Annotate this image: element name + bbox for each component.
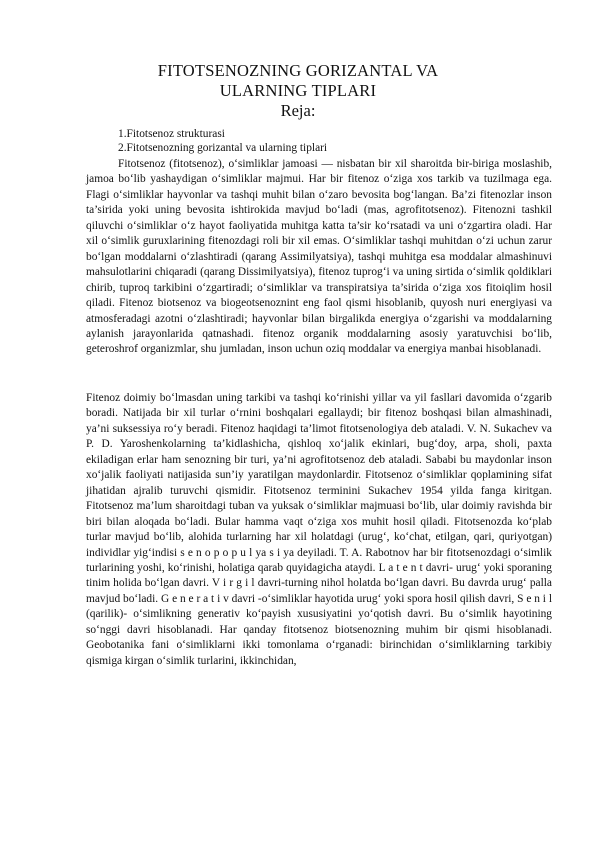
- body-paragraph-2: Fitenoz doimiy bo‘lmasdan uning tarkibi va tashqi ko‘rinishi yillar va yil fasllari davomida o‘zgarib boradi. Natijada bir xil turlar o‘rnini boshqalari egallaydi; bir fitenoz boshqasi bilan almashinadi, ya’ni suksessiya ro‘y beradi. Fitenoz haqidagi ta’limot fitotsenologiya deb ataladi. V. N. Sukachev va P. D. Yaroshenkolarning ta’kidlashicha, qishloq xo‘jalik ekinlari, bug‘doy, arpa, sholi, paxta ekiladigan erlar ham senozning bir turi, ya’ni agrofitotsenoz deb ataladi. Sababi bu maydonlar inson xo‘jalik faoliyati natijasida sun’iy yaratilgan maydonlardir. Fitotsenoz o‘simliklar qoplamining sifat jihatidan ajralib turuvchi qismidir. Fitotsenoz terminini Sukachev 1954 yilda fanga kiritgan. Fitotsenoz ma’lum sharoitdagi tuban va yuksak o‘simliklar majmuasi bo‘lib, ular doimiy ravishda bir biri bilan aloqada bo‘ladi. Bular hamma vaqt o‘ziga xos muhit hosil qiladi. Fitotsenozda ko‘plab turlar mavjud bo‘lib, alohida turlarning har xil holatdagi (urug‘, ko‘chat, etilgan, qari, quriyotgan) individlar yig‘indisi s e n o p o p u l ya s i ya deyiladi. T. A. Rabotnov har bir fitotsenozdagi o‘simlik turlarining yoshi, ko‘rinishi, holatiga qarab quyidagicha ataydi. L a t e n t davri- urug‘ yoki sporaning tinim holida bo‘lgan davri. V i r g i l davri-turning nihol holatda bo‘lgan davri. Bu davrda urug‘ palla mavjud bo‘ladi. G e n e r a t i v davri -o‘simliklar hayotida urug‘ yoki spora hosil qilish davri, S e n i l (qarilik)- o‘simlikning generativ ko‘payish xususiyatini yo‘qotish davri. Bu o‘simlik hayotining so‘nggi davri hisoblanadi. Har qanday fitotsenoz biotsenozning muhim bir qismi hisoblanadi. Geobotanika fani o‘simliklarni ikki tomonlama o‘rganadi: birinchidan o‘simliklarning tarkibiy qismiga kirgan o‘simlik turlarini, ikkinchidan,: [86, 392, 552, 667]
- document-title-line-2: ULARNING TIPLARI: [219, 81, 377, 100]
- body-paragraph-1: Fitotsenoz (fitotsenoz), o‘simliklar jamoasi — nisbatan bir xil sharoitda bir-biriga moslashib, jamoa bo‘lib yashaydigan o‘simliklar majmui. Har bir fitenoz o‘ziga xos tarkib va tuzilmaga ega. Flagi o‘simliklar hayvonlar va tashqi muhit bilan o‘zaro bevosita bog‘langan. Ba’zi fitenozlar inson ta’sirida yoki uning bevosita ishtirokida mavjud bo‘ladi (mas, agrofitotsenoz). Fitenozni tashkil qiluvchi o‘simliklar o‘z hayot faoliyatida muhitga katta ta’sir ko‘rsatadi va uni o‘zgartira oladi. Har xil o‘simlik guruxlarining fitenozdagi roli bir xil emas. O‘simliklar tashqi muhitdan o‘zi uchun zarur bo‘lgan moddalarni o‘zlashtiradi (qarang Assimilyatsiya), tashqi muhitga esa moddalar almashinuvi mahsulotlarini chiqaradi (qarang Dissimilyatsiya), fitenoz tuprog‘i va uning sirtida o‘simlik qoldiklari chirib, tuproq tarkibini o‘zgartiradi; o‘simliklar va transpiratsiya ta’sirida o‘ziga xos fitoiqlim hosil qiladi. Fitenoz biotsenoz va biogeotsenoznint eng faol qismi hisoblanib, quyosh nuri energiyasi va atmosferadagi azotni o‘zlashtiradi; hayvonlar bilan birgalikda energiya o‘zgarishi va moddalarning aylanish jarayonlarida qatnashadi. fitenoz organik moddalarning asosiy yaratuvchisi bo‘lib, geteroshrof organizmlar, shu jumladan, inson uchun oziq moddalar va energiya manbai hisoblanadi.: [86, 158, 552, 356]
- plan-item-2: 2.Fitotsenozning gorizantal va ularning tiplari: [118, 142, 328, 154]
- document-title-line-1: FITOTSENOZNING GORIZANTAL VA: [157, 61, 439, 80]
- plan-item-1: 1.Fitotsenoz strukturasi: [118, 128, 225, 140]
- plan-heading: Reja:: [280, 101, 316, 120]
